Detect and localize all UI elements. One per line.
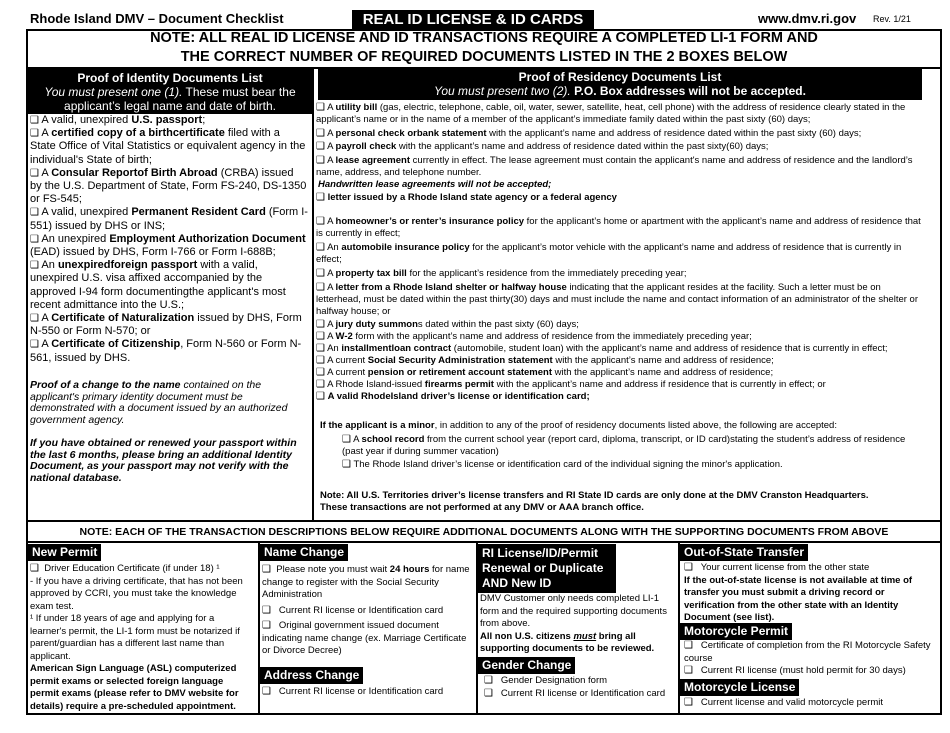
address-change-section bbox=[260, 667, 363, 684]
identity-header: Proof of Identity Documents List You must present one (1). These must bear the applicant’s legal name and date of birth. bbox=[28, 69, 312, 114]
checkbox-icon: ❑ bbox=[316, 216, 325, 227]
checkbox-icon: ❑ bbox=[30, 339, 39, 351]
top-note: NOTE: ALL REAL ID LICENSE AND ID TRANSACTIONS REQUIRE A COMPLETED LI-1 FORM AND THE CORRECT NUMBER OF REQUIRED DOCUMENTS LISTED IN THE 2 BOXES BELOW bbox=[150, 30, 818, 65]
motorcycle-permit-section bbox=[680, 623, 792, 640]
checkbox-icon: ❑ bbox=[316, 192, 325, 203]
ri-license-body: DMV Customer only needs completed LI-1 form and the required supporting documents from above. All non U.S. citizens must bring all supporting documents to be reviewed. bbox=[480, 593, 667, 654]
residency-document-item: ❑ A utility bill (gas, electric, telephone, cable, oil, water, sewer, satellite, heat, cell phone) with the address of residence clearly stated in the applicant’s name or in the name of a member of the applicant’s immediate family dated within the past sixty (60) days; bbox=[316, 102, 906, 125]
address-change-title: Address Change bbox=[260, 667, 363, 684]
checkbox-icon: ❑ bbox=[30, 563, 39, 574]
residency-document-item: ❑ A Rhode Island-issued firearms permit with the applicant’s name and address if residence that is currently in effect; or bbox=[316, 379, 826, 390]
checkbox-icon: ❑ bbox=[30, 313, 39, 325]
checkbox-icon: ❑ bbox=[262, 620, 271, 631]
checkbox-icon: ❑ bbox=[30, 260, 39, 272]
document-header-left: Rhode Island DMV – Document Checklist bbox=[30, 11, 284, 26]
checkbox-icon: ❑ bbox=[684, 665, 693, 676]
checkbox-icon: ❑ bbox=[484, 675, 493, 686]
identity-document-item: ❑ A valid, unexpired U.S. passport; bbox=[30, 114, 206, 126]
checkbox-icon: ❑ bbox=[684, 562, 693, 573]
new-permit-title: New Permit bbox=[28, 544, 101, 561]
address-change-body: ❑ Current RI license or Identification card bbox=[262, 686, 444, 697]
checkbox-icon: ❑ bbox=[342, 459, 351, 470]
out-of-state-title: Out-of-State Transfer bbox=[680, 544, 808, 561]
residency-document-item: ❑ letter issued by a Rhode Island state agency or a federal agency bbox=[316, 192, 617, 203]
name-change-body: ❑ Please note you must wait 24 hours for name change to register with the Social Security Administration ❑ Current RI license or Identification card ❑ Original government issued document indicating name change (ex. Marriage Certificate or Divorce Decree) bbox=[262, 564, 470, 656]
checkbox-icon: ❑ bbox=[30, 115, 39, 126]
identity-document-item: ❑ An unexpired Employment Authorization Document (EAD) issued by DHS, Form I-766 or Form I-688B; bbox=[30, 232, 306, 259]
identity-document-item: ❑ A certified copy of a birthcertificate filed with a State Office of Vital Statistics or equivalent agency in the individual's State of birth; bbox=[30, 127, 306, 166]
minor-section: If the applicant is a minor, in addition to any of the proof of residency documents listed above, the following are accepted: ❑ A school record from the current school year (report card, diploma, transcript, or ID card)stating the student’s address of residence (past year if during summer vacation) ❑ The Rhode Island driver’s license or identification card of the individual signing the minor's application. bbox=[320, 420, 920, 471]
residency-document-item: ❑ A property tax bill for the applicant’s residence from the immediately preceding year; bbox=[316, 268, 687, 279]
new-permit-body: ❑ Driver Education Certificate (if under 18) ¹ - If you have a driving certificate, that has not been approved by CCRI, you must take the knowledge exam test. ¹ If under 18 years of age and applying for a learner's permit, the LI-1 form must be notarized if parent/guardian has a different last name than applicant. American Sign Language (ASL) computerized permit exams or selected foreign language permit exams (please refer to DMV website for details) require a pre-scheduled appointment. bbox=[30, 563, 243, 712]
checkbox-icon: ❑ bbox=[484, 687, 493, 699]
divider bbox=[26, 541, 942, 543]
residency-document-item: ❑ A valid RhodeIsland driver’s license or identification card; bbox=[316, 391, 590, 402]
motorcycle-license-section bbox=[680, 679, 799, 696]
bottom-note: NOTE: EACH OF THE TRANSACTION DESCRIPTIONS BELOW REQUIRE ADDITIONAL DOCUMENTS ALONG WITH THE SUPPORTING DOCUMENTS FROM ABOVE bbox=[79, 526, 889, 538]
residency-document-item: ❑ A homeowner’s or renter’s insurance policy for the applicant’s home or apartment with the applicant’s name and address of residence that is currently in effect; bbox=[316, 216, 921, 239]
motorcycle-license-title: Motorcycle License bbox=[680, 679, 799, 696]
document-title: REAL ID LICENSE & ID CARDS bbox=[352, 10, 594, 30]
checkbox-icon: ❑ bbox=[316, 242, 325, 253]
checkbox-icon: ❑ bbox=[684, 697, 693, 708]
checkbox-icon: ❑ bbox=[316, 319, 325, 330]
divider bbox=[26, 520, 942, 522]
motorcycle-permit-title: Motorcycle Permit bbox=[680, 623, 792, 640]
checkbox-icon: ❑ bbox=[316, 282, 325, 293]
checkbox-icon: ❑ bbox=[262, 604, 271, 616]
dmv-url: www.dmv.ri.gov bbox=[758, 11, 857, 26]
residency-document-item: ❑ A current Social Security Administration statement with the applicant’s name and address of residence; bbox=[316, 355, 774, 366]
name-change-proof-note: Proof of a change to the name contained on the applicant's primary identity document must be demonstrated with a document issued by an authorized government agency. bbox=[30, 379, 288, 426]
checkbox-icon: ❑ bbox=[262, 564, 271, 575]
checkbox-icon: ❑ bbox=[316, 128, 325, 139]
identity-document-item: ❑ A valid, unexpired Permanent Resident Card (Form I-551) issued by DHS or INS; bbox=[30, 206, 308, 232]
handwritten-note: Handwritten lease agreements will not be accepted; bbox=[318, 179, 552, 190]
residency-document-item: ❑ A personal check orbank statement with the applicant’s name and address of residence dated within the past sixty (60) days; bbox=[316, 128, 862, 139]
gender-change-title: Gender Change bbox=[478, 657, 575, 674]
name-change-title: Name Change bbox=[260, 544, 348, 561]
residency-document-item: ❑ A current pension or retirement account statement with the applicant’s name and address of residence; bbox=[316, 367, 774, 378]
passport-note: If you have obtained or renewed your passport within the last 6 months, please bring an additional Identity Document, as your passport may not verify with the national database. bbox=[30, 437, 297, 484]
checkbox-icon: ❑ bbox=[316, 102, 325, 113]
checkbox-icon: ❑ bbox=[316, 355, 325, 366]
residency-document-item: ❑ A jury duty summons dated within the past sixty (60) days; bbox=[316, 319, 579, 330]
residency-document-item: ❑ A W-2 form with the applicant’s name and address of residence from the immediately preceding year; bbox=[316, 331, 752, 342]
checkbox-icon: ❑ bbox=[262, 686, 271, 697]
checkbox-icon: ❑ bbox=[316, 268, 325, 279]
checkbox-icon: ❑ bbox=[316, 379, 325, 390]
out-of-state-body: ❑ Your current license from the other state If the out-of-state license is not available at time of transfer you must submit a driving record or verification from the other state with an Identity Document (see list). bbox=[684, 562, 913, 623]
divider bbox=[258, 541, 260, 715]
checkbox-icon: ❑ bbox=[30, 167, 39, 179]
minor-document-item: ❑ The Rhode Island driver’s license or identification card of the individual signing the minor's application. bbox=[342, 459, 783, 470]
checkbox-icon: ❑ bbox=[316, 155, 325, 166]
ri-license-title: RI License/ID/Permit Renewal or Duplicate AND New ID bbox=[478, 544, 616, 593]
minor-document-item: ❑ A school record from the current school year (report card, diploma, transcript, or ID card)stating the student’s address of residence (past year if during summer vacation) bbox=[342, 434, 906, 457]
residency-header: Proof of Residency Documents List You must present two (2). P.O. Box addresses will not be accepted. bbox=[318, 69, 922, 100]
divider bbox=[312, 67, 314, 520]
identity-document-item: ❑ A Certificate of Naturalization issued by DHS, Form N-550 or Form N-570; or bbox=[30, 312, 302, 338]
checkbox-icon: ❑ bbox=[30, 128, 39, 140]
territories-note: Note: All U.S. Territories driver’s license transfers and RI State ID cards are only done at the DMV Cranston Headquarters. These transactions are not performed at any DMV or AAA branch office. bbox=[320, 490, 869, 513]
revision: Rev. 1/21 bbox=[873, 14, 911, 24]
identity-document-item: ❑ A Consular Reportof Birth Abroad (CRBA) issued by the U.S. Department of State, Form FS-240, DS-1350 or FS-545; bbox=[30, 166, 307, 206]
identity-document-item: ❑ An unexpiredforeign passport with a valid, unexpired U.S. visa affixed accompanied by the approved I-94 form documentingthe applicant's most recent admittance into the U.S.; bbox=[30, 259, 286, 311]
residency-document-item: ❑ A letter from a Rhode Island shelter or halfway house indicating that the applicant resides at the facility. Such a letter must be on letterhead, must be dated within the past thirty(30) days and must include the name and contact information of an administrator of the shelter or halfway house; or bbox=[316, 282, 918, 317]
checkbox-icon: ❑ bbox=[30, 233, 39, 245]
checkbox-icon: ❑ bbox=[684, 640, 693, 651]
checkbox-icon: ❑ bbox=[342, 434, 351, 445]
gender-change-section bbox=[478, 657, 575, 674]
out-of-state-section bbox=[680, 544, 808, 561]
gender-change-body: ❑ Gender Designation form ❑ Current RI license or Identification card bbox=[484, 675, 666, 699]
checkbox-icon: ❑ bbox=[316, 343, 325, 354]
residency-list bbox=[316, 102, 922, 403]
new-permit-section bbox=[28, 544, 101, 561]
residency-document-item: ❑ A payroll check with the applicant’s name and address of residence dated within the past sixty(60) days; bbox=[316, 141, 769, 152]
residency-document-item: ❑ A lease agreement currently in effect. The lease agreement must contain the applicant's name and address of residence and the landlord’s name, address, and telephone number. bbox=[316, 155, 913, 178]
checkbox-icon: ❑ bbox=[316, 367, 325, 378]
name-change-section bbox=[260, 544, 348, 561]
checkbox-icon: ❑ bbox=[316, 141, 325, 152]
identity-list bbox=[30, 114, 308, 365]
checkbox-icon: ❑ bbox=[316, 391, 325, 402]
identity-document-item: ❑ A Certificate of Citizenship, Form N-560 or Form N-561, issued by DHS. bbox=[30, 338, 302, 364]
residency-document-item: ❑ An automobile insurance policy for the applicant’s motor vehicle with the applicant’s name and address of residence that is currently in effect; bbox=[316, 242, 902, 265]
checkbox-icon: ❑ bbox=[30, 207, 39, 219]
motorcycle-permit-body: ❑ Certificate of completion from the RI Motorcycle Safety course ❑ Current RI license (must hold permit for 30 days) bbox=[684, 640, 931, 676]
motorcycle-license-body: ❑ Current license and valid motorcycle permit bbox=[684, 697, 884, 708]
residency-document-item: ❑ An installmentloan contract (automobile, student loan) with the applicant’s name and address of residence that is currently in effect; bbox=[316, 343, 888, 354]
checkbox-icon: ❑ bbox=[316, 331, 325, 342]
